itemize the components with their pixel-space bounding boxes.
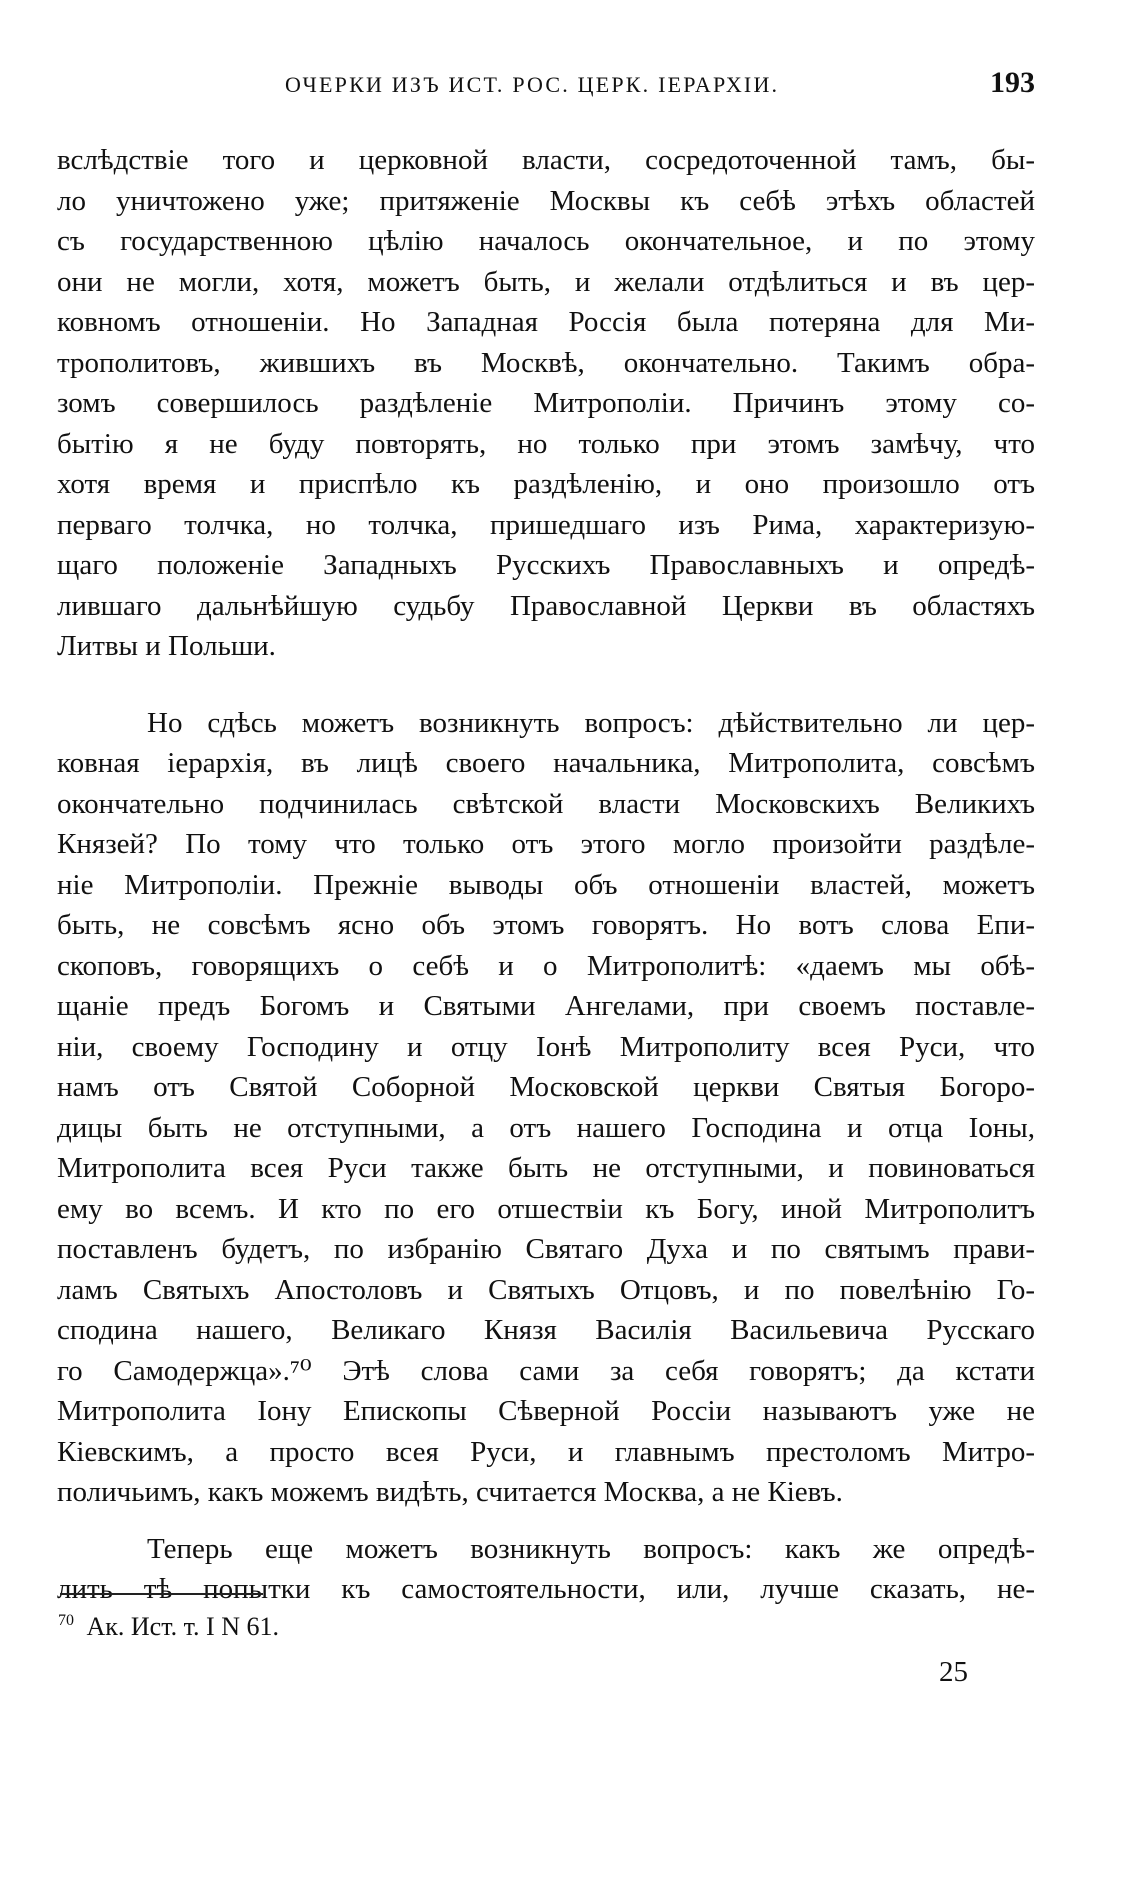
- text-line: Митрополита всея Руси также быть не отступными, и повиноваться: [57, 1152, 1035, 1184]
- text-line: щаго положеніе Западныхъ Русскихъ Православныхъ и опредѣ-: [57, 549, 1035, 581]
- text-line: лившаго дальнѣйшую судьбу Православной Церкви въ областяхъ: [57, 589, 1035, 622]
- text-line: ніе Митрополіи. Прежніе выводы объ отношеніи властей, можетъ: [57, 868, 1035, 901]
- running-head: [0, 66, 1140, 112]
- text-line: Князей? По тому что только отъ этого могло произойти раздѣле-: [57, 828, 1035, 860]
- text-line: поставленъ будетъ, по избранію Святаго Духа и по святымъ прави-: [57, 1233, 1035, 1265]
- footnote: [58, 1612, 279, 1642]
- text-line: быть, не совсѣмъ ясно объ этомъ говорятъ. Но вотъ слова Епи-: [57, 909, 1035, 941]
- footnote-rule: [60, 1593, 263, 1595]
- text-line: Митрополита Іону Епископы Сѣверной Россіи называютъ уже не: [57, 1395, 1035, 1427]
- text-line: зомъ совершилось раздѣленіе Митрополіи. Причинъ этому со-: [57, 387, 1035, 419]
- text-line: щаніе предъ Богомъ и Святыми Ангелами, при своемъ поставле-: [57, 990, 1035, 1022]
- text-line: Теперь еще можетъ возникнуть вопросъ: какъ же опредѣ-: [147, 1532, 1035, 1565]
- page-number: 193: [990, 66, 1035, 99]
- text-line: Кіевскимъ, а просто всея Руси, и главнымъ престоломъ Митро-: [57, 1435, 1035, 1468]
- text-line: трополитовъ, жившихъ въ Москвѣ, окончательно. Такимъ обра-: [57, 346, 1035, 379]
- text-line: Литвы и Польши.: [57, 630, 276, 662]
- text-line: ковномъ отношеніи. Но Западная Россія была потеряна для Ми-: [57, 306, 1035, 338]
- paragraph-2: [57, 703, 1035, 1513]
- paragraph-gap: [57, 1513, 1035, 1529]
- text-line: вслѣдствіе того и церковной власти, сосредоточенной тамъ, бы-: [57, 144, 1035, 176]
- text-line: съ государственною цѣлію началось окончательное, и по этому: [57, 225, 1035, 257]
- text-line: ковная іерархія, въ лицѣ своего начальника, Митрополита, совсѣмъ: [57, 747, 1035, 779]
- text-line: го Самодержца».⁷⁰ Этѣ слова сами за себя говорятъ; да кстати: [57, 1354, 1035, 1387]
- paragraph-gap: [57, 667, 1035, 703]
- running-title: ОЧЕРКИ ИЗЪ ИСТ. РОС. ЦЕРК. IЕРАРХIИ.: [285, 72, 780, 97]
- text-line: бытію я не буду повторять, но только при этомъ замѣчу, что: [57, 427, 1035, 460]
- text-line: ламъ Святыхъ Апостоловъ и Святыхъ Отцовъ, и по повелѣнію Го-: [57, 1273, 1035, 1306]
- text-line: поличьимъ, какъ можемъ видѣть, считается Москва, а не Кіевъ.: [57, 1476, 843, 1508]
- text-line: ніи, своему Господину и отцу Іонѣ Митрополиту всея Руси, что: [57, 1030, 1035, 1063]
- text-line: дицы быть не отступными, а отъ нашего Господина и отца Іоны,: [57, 1111, 1035, 1144]
- signature-mark: 25: [939, 1656, 968, 1688]
- body-text: [57, 140, 1035, 1610]
- text-line: хотя время и приспѣло къ раздѣленію, и оно произошло отъ: [57, 468, 1035, 500]
- text-line: перваго толчка, но толчка, пришедшаго изъ Рима, характеризую-: [57, 508, 1035, 541]
- text-line: ло уничтожено уже; притяженіе Москвы къ себѣ этѣхъ областей: [57, 184, 1035, 217]
- paragraph-1: [57, 140, 1035, 667]
- text-line: сподина нашего, Великаго Князя Василія Васильевича Русскаго: [57, 1314, 1035, 1346]
- text-line: намъ отъ Святой Соборной Московской церкви Святыя Богоро-: [57, 1071, 1035, 1103]
- footnote-marker: 70: [58, 1612, 74, 1630]
- text-line: лить тѣ попытки къ самостоятельности, или, лучше сказать, не-: [57, 1573, 1035, 1605]
- text-line: скоповъ, говорящихъ о себѣ и о Митрополитѣ: «даемъ мы обѣ-: [57, 949, 1035, 982]
- text-line: они не могли, хотя, можетъ быть, и желали отдѣлиться и въ цер-: [57, 265, 1035, 298]
- paragraph-3: [57, 1529, 1035, 1610]
- text-line: окончательно подчинилась свѣтской власти Московскихъ Великихъ: [57, 787, 1035, 820]
- text-line: ему во всемъ. И кто по его отшествіи къ Богу, иной Митрополитъ: [57, 1192, 1035, 1225]
- text-line: Но сдѣсь можетъ возникнуть вопросъ: дѣйствительно ли цер-: [147, 706, 1035, 739]
- footnote-text: Ак. Ист. т. I N 61.: [86, 1612, 279, 1641]
